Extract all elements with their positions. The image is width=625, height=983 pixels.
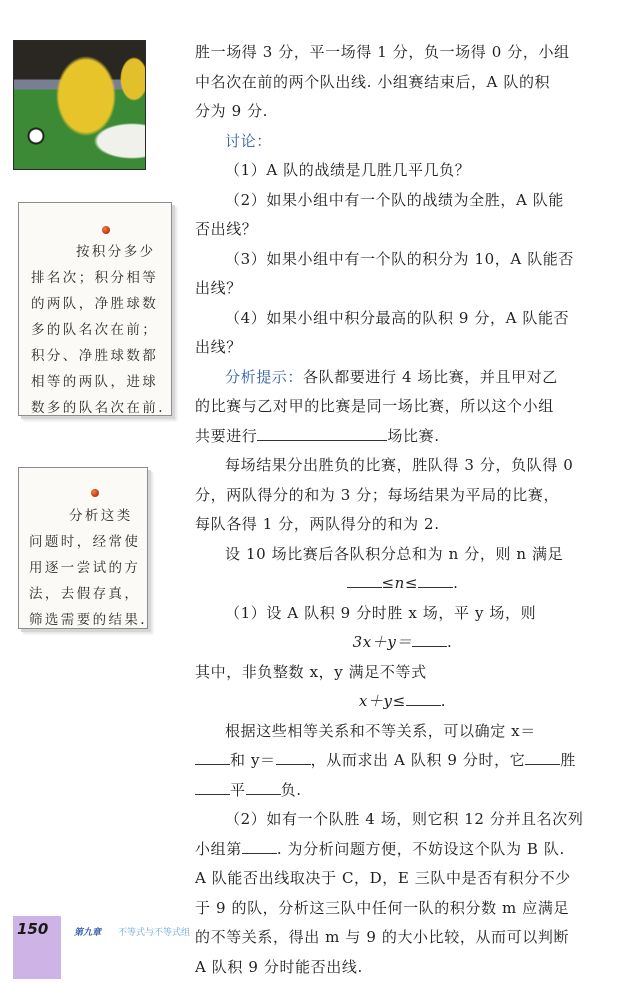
answer-blank[interactable] [347, 571, 382, 588]
paragraph-text: 各队都要进行 4 场比赛，并且甲对乙 [303, 368, 558, 386]
answer-blank[interactable] [406, 689, 441, 706]
question-2: （2）如果小组中有一个队的战绩为全胜，A 队能 [225, 191, 564, 209]
answer-blank[interactable] [195, 748, 230, 765]
answer-blank[interactable] [276, 748, 311, 765]
side-note-text: 按积分多少排名次；积分相等的两队，净胜球数多的队名次在前；积分、净胜球数都相等的两队，进球数多的队名次在前. [31, 244, 165, 416]
paragraph-line: 设 10 场比赛后各队积分总和为 n 分，则 n 满足 [225, 545, 564, 563]
soccer-photo [13, 40, 146, 170]
page-number: 150 [17, 920, 49, 938]
answer-blank[interactable] [242, 837, 277, 854]
answer-blank[interactable] [525, 748, 560, 765]
question-3: （3）如果小组中有一个队的积分为 10，A 队能否 [225, 250, 575, 268]
answer-blank[interactable] [412, 630, 447, 647]
side-note-method [18, 467, 148, 629]
chapter-label: 第九章 [74, 928, 102, 938]
discussion-heading: 讨论： [225, 132, 272, 150]
question-4: （4）如果小组中积分最高的队积 9 分，A 队能否 [225, 309, 570, 327]
question-3-cont: 出线？ [195, 279, 242, 297]
paragraph-line: 的不等关系，得出 m 与 9 的大小比较，从而可以判断 [195, 928, 570, 946]
answer-blank[interactable] [195, 778, 230, 795]
answer-blank[interactable] [257, 424, 387, 441]
question-1: （1）A 队的战绩是几胜几平几负？ [225, 161, 471, 179]
paragraph-line: 分为 9 分. [195, 102, 269, 120]
answer-blank[interactable] [246, 778, 281, 795]
paragraph-line: 每场结果分出胜负的比赛，胜队得 3 分，负队得 0 [225, 456, 574, 474]
paragraph-line: 分，两队得分的和为 3 分；每场结果为平局的比赛， [195, 486, 560, 504]
side-note-text: 分析这类问题时，经常使用逐一尝试的方法，去假存真，筛选需要的结果. [29, 508, 147, 628]
paragraph-line: 的比赛与乙对甲的比赛是同一场比赛，所以这个小组 [195, 397, 554, 415]
paragraph-line: 中名次在前的两个队出线. 小组赛结束后，A 队的积 [195, 73, 551, 91]
answer-blank[interactable] [418, 571, 453, 588]
question-2-cont: 否出线？ [195, 220, 258, 238]
paragraph-line: 每队各得 1 分，两队得分的和为 2. [195, 515, 440, 533]
paragraph-line: A 队积 9 分时能否出线. [195, 958, 363, 976]
paragraph-line: 胜一场得 3 分，平一场得 1 分，负一场得 0 分，小组 [195, 43, 570, 61]
paragraph-line: 根据这些相等关系和不等关系，可以确定 x＝ [225, 722, 536, 740]
step-1: （1）设 A 队积 9 分时胜 x 场，平 y 场，则 [225, 604, 537, 622]
side-note-ranking [18, 202, 172, 416]
paragraph-line: A 队能否出线取决于 C，D，E 三队中是否有积分不少 [195, 869, 571, 887]
hint-heading: 分析提示： [225, 368, 304, 386]
question-4-cont: 出线？ [195, 338, 242, 356]
pushpin-icon [102, 226, 110, 234]
chapter-title: 不等式与不等式组 [118, 928, 191, 938]
step-2: （2）如有一个队胜 4 场，则它积 12 分并且名次列 [225, 810, 584, 828]
paragraph-line: 其中，非负整数 x，y 满足不等式 [195, 663, 427, 681]
paragraph-line: 于 9 的队，分析这三队中任何一队的积分数 m 应满足 [195, 899, 570, 917]
pushpin-icon [91, 489, 99, 497]
